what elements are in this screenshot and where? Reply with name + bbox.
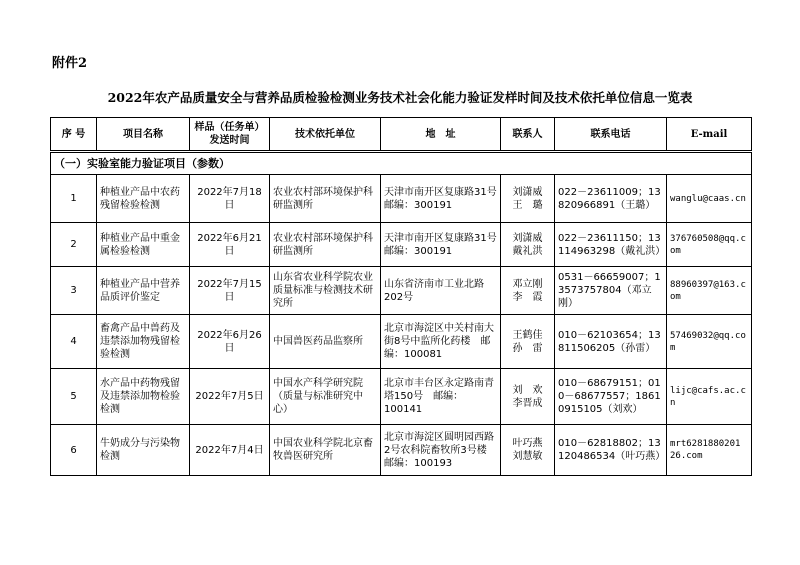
cell-email: 376760508@qq.com — [667, 223, 752, 267]
cell-unit: 农业农村部环境保护科研监测所 — [270, 223, 381, 267]
cell-email: wanglu@caas.cn — [667, 175, 752, 223]
cell-unit: 中国农业科学院北京畜牧兽医研究所 — [270, 425, 381, 476]
cell-date: 2022年6月26日 — [190, 315, 270, 369]
cell-address: 北京市丰台区永定路南青塔150号 邮编：100141 — [381, 369, 501, 425]
cell-contact: 刘潇威 戴礼洪 — [501, 223, 555, 267]
cell-email: 88960397@163.com — [667, 267, 752, 315]
cell-contact: 王鹤佳 孙 雷 — [501, 315, 555, 369]
cell-email: 57469032@qq.com — [667, 315, 752, 369]
cell-address: 北京市海淀区圆明园西路2号农科院畜牧所3号楼 邮编：100193 — [381, 425, 501, 476]
cell-no: 2 — [51, 223, 97, 267]
cell-phone: 010－62103654；13811506205（孙雷） — [555, 315, 667, 369]
cell-unit: 农业农村部环境保护科研监测所 — [270, 175, 381, 223]
cell-contact: 刘潇威 王 璐 — [501, 175, 555, 223]
table-row — [51, 369, 752, 425]
cell-project: 种植业产品中农药残留检验检测 — [97, 175, 190, 223]
cell-date: 2022年7月5日 — [190, 369, 270, 425]
cell-date: 2022年7月15日 — [190, 267, 270, 315]
cell-phone: 0531－66659007；13573757804（邓立刚） — [555, 267, 667, 315]
cell-project: 水产品中药物残留及违禁添加物检验检测 — [97, 369, 190, 425]
cell-phone: 022－23611150；13114963298（戴礼洪） — [555, 223, 667, 267]
cell-unit: 山东省农业科学院农业质量标准与检测技术研究所 — [270, 267, 381, 315]
attachment-label: 附件2 — [52, 56, 88, 71]
cell-contact: 刘 欢 李晋成 — [501, 369, 555, 425]
header-project: 项目名称 — [97, 118, 190, 152]
cell-no: 4 — [51, 315, 97, 369]
cell-email: lijc@cafs.ac.cn — [667, 369, 752, 425]
cell-no: 6 — [51, 425, 97, 476]
cell-project: 种植业产品中重金属检验检测 — [97, 223, 190, 267]
cell-date: 2022年6月21日 — [190, 223, 270, 267]
cell-unit: 中国水产科学研究院（质量与标准研究中心） — [270, 369, 381, 425]
cell-no: 3 — [51, 267, 97, 315]
section-title: （一）实验室能力验证项目（参数） — [51, 152, 752, 175]
cell-email: mrt6281880201 26.com — [667, 425, 752, 476]
header-contact: 联系人 — [501, 118, 555, 152]
cell-no: 1 — [51, 175, 97, 223]
cell-date: 2022年7月4日 — [190, 425, 270, 476]
cell-address: 北京市海淀区中关村南大街8号中监所化药楼 邮编：100081 — [381, 315, 501, 369]
header-address: 地 址 — [381, 118, 501, 152]
cell-address: 天津市南开区复康路31号 邮编：300191 — [381, 175, 501, 223]
cell-contact: 叶巧燕 刘慧敏 — [501, 425, 555, 476]
info-table — [50, 117, 752, 476]
header-phone: 联系电话 — [555, 118, 667, 152]
cell-project: 畜禽产品中兽药及违禁添加物残留检验检测 — [97, 315, 190, 369]
table-row — [51, 425, 752, 476]
table-row — [51, 315, 752, 369]
table-row — [51, 175, 752, 223]
header-date: 样品（任务单）发送时间 — [190, 118, 270, 152]
section-row — [51, 152, 752, 175]
header-no: 序 号 — [51, 118, 97, 152]
cell-contact: 邓立刚 李 霞 — [501, 267, 555, 315]
page-title: 2022年农产品质量安全与营养品质检验检测业务技术社会化能力验证发样时间及技术依托单位信息一览表 — [107, 90, 693, 105]
table-row — [51, 223, 752, 267]
header-unit: 技术依托单位 — [270, 118, 381, 152]
cell-project: 种植业产品中营养品质评价鉴定 — [97, 267, 190, 315]
table-row — [51, 267, 752, 315]
cell-project: 牛奶成分与污染物检测 — [97, 425, 190, 476]
cell-phone: 022－23611009；13820966891（王璐） — [555, 175, 667, 223]
cell-phone: 010－62818802；13120486534（叶巧燕） — [555, 425, 667, 476]
cell-unit: 中国兽医药品监察所 — [270, 315, 381, 369]
cell-address: 山东省济南市工业北路202号 — [381, 267, 501, 315]
cell-no: 5 — [51, 369, 97, 425]
header-email: E-mail — [667, 118, 752, 152]
cell-address: 天津市南开区复康路31号 邮编：300191 — [381, 223, 501, 267]
cell-date: 2022年7月18日 — [190, 175, 270, 223]
cell-phone: 010－68679151；010－68677557；18610915105（刘欢） — [555, 369, 667, 425]
table-header-row — [51, 118, 752, 152]
